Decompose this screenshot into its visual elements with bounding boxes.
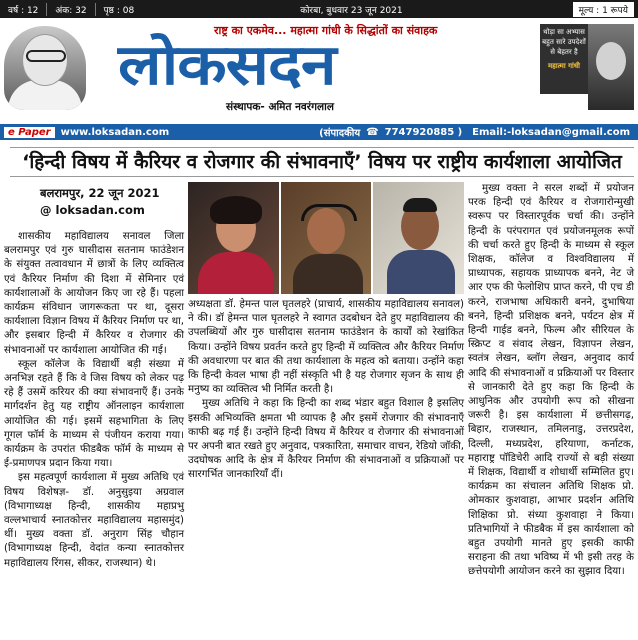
phone-icon: ☎ [366,126,379,138]
article-photos [188,182,464,294]
pages-label: पृष्ठ : 08 [95,3,143,16]
location-date: कोरबा, बुधवार 23 जून 2021 [300,5,403,16]
paragraph: मुख्य अतिथि ने कहा कि हिन्दी का शब्द भंडार बहुत विशाल है इसलिए इसकी अभिव्यक्ति क्षमता भी व्यापक है और इसमें रोजगार की संभावनाएँ काफी बढ़ गई हैं। उन्होंने हिन्दी विषय में कैरियर व रोजगार की संभावनाओं पर अपनी बात रखते हुए अनुवाद, पत्रकारिता, समाचार वाचन, रेडियो जॉकी, उदघोषक आदि के क्षेत्र में कैरियर निर्माण की संभावनाओं व प्रक्रियाओं पर सारगर्भित जानकारियाँ दीं। [188,398,464,481]
phone-number: 7747920885 ) [384,126,463,138]
article-column-3 [468,182,634,580]
contact-bar [0,124,638,140]
speaker-photo-1 [188,182,279,294]
quote-text: थोड़ा सा अभ्यास बहुत सारे उपदेशों से बेहतर है [542,28,586,56]
paragraph: अध्यक्षता डॉ. हेमन्त पाल घृतलहरे (प्राचार्य, शासकीय महाविद्यालय सनावल) ने की। डॉ हेमन्त पाल घृतलहरे ने स्वागत उदबोधन देते हुए महाविद्यालय की उपलब्धियों और गुरु घासीदास सतनाम फाउंडेशन के कार्यों को रेखांकित किया। उन्होंने विषय प्रवर्तन करते हुए हिन्दी में व्यक्तित्व और कैरियर निर्माण की अवधारणा पर बात की तथा कार्यशाला के महत्व को बताया। उन्होंने कहा कि हिन्दी केवल भाषा ही नहीं संस्कृति भी है यह रोजगार सृजन के साथ ही मनुष्य का व्यक्तित्व भी निर्मित करती है। [188,299,464,396]
top-info-bar [0,0,638,18]
speaker-photo-3 [373,182,464,294]
editorial-label: (संपादकीय [319,128,361,139]
paragraph: मुख्य वक्ता ने सरल शब्दों में प्रयोजन परक हिन्दी एवं कैरियर व रोजगारोन्मुखी स्वरूप पर विस्तारपूर्वक चर्चा की। उन्होंने हिन्दी के परंपरागत एवं प्रयोजनमूलक रूपों की चर्चा करते हुए हिन्दी के माध्यम से स्कूल शिक्षक, कॉलेज व विश्वविद्यालय में प्राध्यापक, सहायक प्राध्यापक बनने, नेट जे आर एफ की फेलोशिप प्राप्त करने, पी एच डी करने, राजभाषा अधिकारी बनने, दुभाषिया बनने, हिन्दी प्रशिक्षक बनने, पर्यटन क्षेत्र में हिन्दी गाईड बनने, फिल्म और सीरियल के स्क्रिप्ट व संवाद लेखन, विज्ञापन लेखन, स्वतंत्र लेखन, ब्लॉग लेखन, अनुवाद कार्य आदि की संभावनाओं व प्रक्रियाओं पर विस्तार से जानकारी देते हुए कहा कि हिन्दी के आधुनिक और उपयोगी रूप को सीखना जरूरी है। इस कार्यशाला में छत्तीसगढ़, बिहार, राजस्थान, तमिलनाडु, उत्तरप्रदेश, दिल्ली, मध्यप्रदेश, हरियाणा, कर्नाटक, महाराष्ट्र पॉडिचेरी आदि राज्यों से बड़ी संख्या में शिक्षक, विद्यार्थी व शोधार्थी सम्मिलित हुए। कार्यक्रम का संचालन अतिथि शिक्षक प्रो. ओमकार कुशवाहा, आभार प्रदर्शन अतिथि शिक्षिका प्रो. संध्या कुशवाहा ने किया। प्रतिभागियों ने फीडबैक में इस कार्यशाला को बहुत उपयोगी मानते हुए इसकी काफी सराहना की तथा भविष्य में भी इसी तरह के छत्तेपयोगी आयोजन करने का सुझाव दिया। [468,183,634,578]
website-link[interactable]: www.loksadan.com [60,126,170,138]
article-headline: ‘हिन्दी विषय में कैरियर व रोजगार की संभावनाएँ’ विषय पर राष्ट्रीय कार्यशाला आयोजित [10,147,634,177]
year-label: वर्ष : 12 [8,5,39,16]
article-dateline: बलरामपुर, 22 जून 2021 [40,186,160,200]
issue-label: अंक: 32 [46,3,94,16]
email-link[interactable]: Email:-loksadan@gmail.com [472,126,630,138]
article-source: @ loksadan.com [40,203,145,217]
founder-line: संस्थापक- अमित नवरंगलाल [226,101,334,113]
paragraph: शासकीय महाविद्यालय सनावल जिला बलरामपुर एवं गुरु घासीदास सतनाम फाउंडेशन के संयुक्त तत्वावधान में छात्रों के लिए व्यक्तित्व एवं कैरियर निर्माण की दिशा में सेमिनार एवं कार्यशालाओं के आयोजन किए जा रहे हैं। पहला कार्यक्रम संविधान जागरूकता पर था, दूसरा कार्यशाला विज्ञान विषय में कैरियर निर्माण पर था, और इसबार हिन्दी में कैरियर व रोजगार की संभावनाओं पर कार्यशाला आयोजित की गई। [4,231,184,356]
epaper-label: e Paper [4,127,55,138]
price-label: मूल्य : 1 रूपये [573,2,634,17]
masthead [0,18,638,121]
quote-author: महात्मा गांधी [548,62,580,70]
speaker-photo-2 [281,182,372,294]
gandhi-portrait-right [588,24,634,110]
tagline: राष्ट्र का एकमेव... महात्मा गांधी के सिद्धांतों का संवाहक [214,24,438,37]
paragraph: इस महत्वपूर्ण कार्यशाला में मुख्य अतिथि एवं विषय विशेषज्ञ- डॉ. अनुसुइया अग्रवाल (विभागाध्यक्ष हिन्दी, शासकीय महाप्रभु वल्लभाचार्य स्नातकोत्तर महाविद्यालय महासमुंद) थीं। मुख्य वक्ता डॉ. अनुराग सिंह चौहान (विभागाध्यक्ष हिन्दी, वेदांत कन्या स्नातकोत्तर महाविद्यालय रिंगस, सीकर, राजस्थान) थे। [4,472,184,569]
article-column-2 [188,298,464,483]
gandhi-portrait-left [4,26,86,110]
article-column-1 [4,230,184,571]
quote-box [540,24,588,94]
paragraph: स्कूल कॉलेज के विद्यार्थी बड़ी संख्या में अनभिज्ञ रहते हैं कि वे जिस विषय को लेकर पढ़ रहे हैं उसमें करियर की क्या संभावनाएँ हैं। उनके मार्गदर्शन हेतु यह राष्ट्रीय ऑनलाइन कार्यशाला आयोजित की गई। इसमें सहभागिता के लिए गूगल फॉर्म के माध्यम से पंजीयन कराया गया। कार्यक्रम के उपरांत फीडबैक फॉर्म के माध्यम से ई-प्रमाणपत्र प्रदान किया गया। [4,358,184,470]
newspaper-logo: लोकसदन [118,33,336,98]
